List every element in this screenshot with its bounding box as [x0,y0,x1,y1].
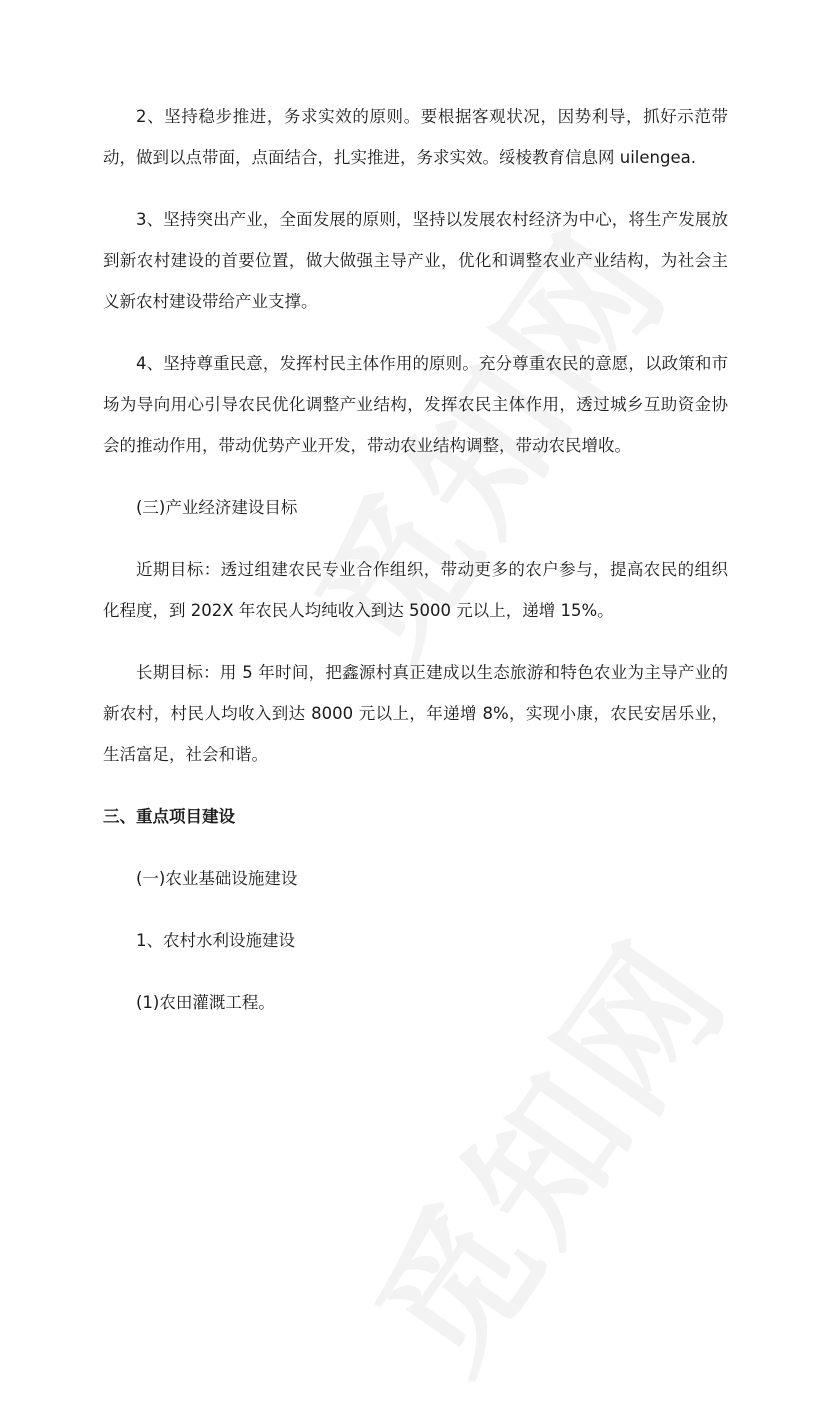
paragraph-principle-3: 3、坚持突出产业，全面发展的原则，坚持以发展农村经济为中心，将生产发展放到新农村建设的首要位置，做大做强主导产业，优化和调整农业产业结构，为社会主义新农村建设带给产业支撑。 [103,210,728,311]
subheading-agri-infrastructure: (一)农业基础设施建设 [136,869,298,888]
document-body [103,96,728,1023]
section-heading-key-projects: 三、重点项目建设 [103,807,235,826]
subheading-industry-goals: (三)产业经济建设目标 [136,498,298,517]
subheading-irrigation: (1)农田灌溉工程。 [136,993,275,1012]
paragraph-principle-4: 4、坚持尊重民意，发挥村民主体作用的原则。充分尊重农民的意愿，以政策和市场为导向用心引导农民优化调整产业结构，发挥农民主体作用，透过城乡互助资金协会的推动作用，带动优势产业开发，带动农业结构调整，带动农民增收。 [103,354,728,455]
paragraph-principle-2: 2、坚持稳步推进，务求实效的原则。要根据客观状况，因势利导，抓好示范带动，做到以点带面，点面结合，扎实推进，务求实效。绥棱教育信息网 uilengea. [103,107,728,167]
paragraph-short-term-goal: 近期目标：透过组建农民专业合作组织，带动更多的农户参与，提高农民的组织化程度，到 202X 年农民人均纯收入到达 5000 元以上，递增 15%。 [103,560,728,620]
paragraph-long-term-goal: 长期目标：用 5 年时间，把鑫源村真正建成以生态旅游和特色农业为主导产业的新农村，村民人均收入到达 8000 元以上，年递增 8%，实现小康，农民安居乐业，生活富足，社会和谐。 [103,663,728,764]
subheading-water-conservancy: 1、农村水利设施建设 [136,931,295,950]
